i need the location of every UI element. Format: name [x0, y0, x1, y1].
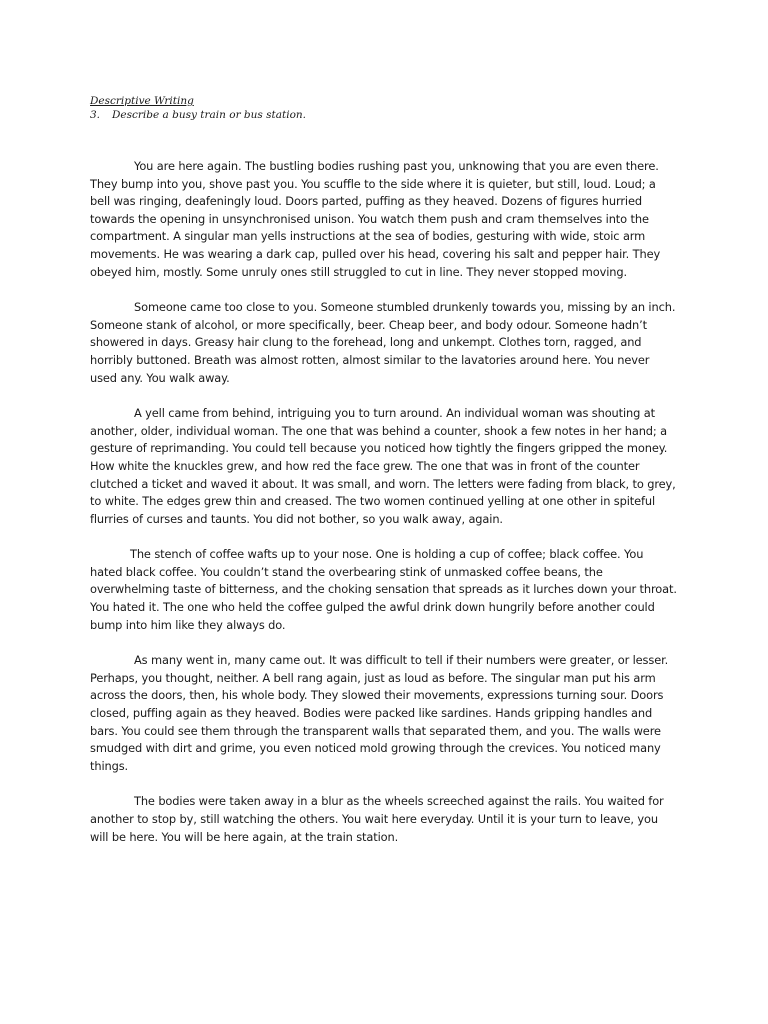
paragraph-3: A yell came from behind, intriguing you to turn around. An individual woman was shouting at another, older, individual woman. The one that was behind a counter, shook a few notes in her hand; a gesture of reprimanding. You could tell because you noticed how tightly the fingers gripped the money. How white the knuckles grew, and how red the face grew. The one that was in front of the counter clutched a ticket and waved it about. It was small, and worn. The letters were fading from black, to grey, to white. The edges grew thin and creased. The two women continued yelling at one other in spiteful flurries of curses and taunts. You did not bother, so you walk away, again. — [90, 406, 676, 526]
paragraph-6: The bodies were taken away in a blur as the wheels screeched against the rails. You waited for another to stop by, still watching the others. You wait here everyday. Until it is your turn to leave, you will be here. You will be here again, at the train station. — [90, 794, 664, 844]
writing-prompt — [90, 108, 678, 122]
prompt-text: Describe a busy train or bus station. — [112, 109, 307, 121]
paragraph-2: Someone came too close to you. Someone stumbled drunkenly towards you, missing by an inch. Someone stank of alcohol, or more specifically, beer. Cheap beer, and body odour. Someone hadn’t showered in days. Greasy hair clung to the forehead, long and unkempt. Clothes torn, ragged, and horribly buttoned. Breath was almost rotten, almost similar to the lavatories around here. You never used any. You walk away. — [90, 300, 676, 385]
document-page — [90, 94, 678, 864]
essay-body — [90, 158, 678, 846]
paragraph-5: As many went in, many came out. It was difficult to tell if their numbers were greater, or lesser. Perhaps, you thought, neither. A bell rang again, just as loud as before. The singular man put his arm across the doors, then, his whole body. They slowed their movements, expressions turning sour. Doors closed, puffing again as they heaved. Bodies were packed like sardines. Hands gripping handles and bars. You could see them through the transparent walls that separated them, and you. The walls were smudged with dirt and grime, you even noticed mold growing through the crevices. You noticed many things. — [90, 653, 669, 773]
prompt-number: 3. — [90, 109, 101, 121]
paragraph-4: The stench of coffee wafts up to your nose. One is holding a cup of coffee; black coffee. You hated black coffee. You couldn’t stand the overbearing stink of unmasked coffee beans, the overwhelming taste of bitterness, and the choking sensation that spreads as it lurches down your throat. You hated it. The one who held the coffee gulped the awful drink down hungrily before another could bump into him like they always do. — [90, 547, 677, 632]
paragraph-1: You are here again. The bustling bodies rushing past you, unknowing that you are even there. They bump into you, shove past you. You scuffle to the side where it is quieter, but still, loud. Loud; a bell was ringing, deafeningly loud. Doors parted, puffing as they heaved. Dozens of figures hurried towards the opening in unsynchronised unison. You watch them push and cram themselves into the compartment. A singular man yells instructions at the sea of bodies, gesturing with wide, stoic arm movements. He was wearing a dark cap, pulled over his head, covering his salt and pepper hair. They obeyed him, mostly. Some unruly ones still struggled to cut in line. They never stopped moving. — [90, 159, 661, 279]
document-heading: Descriptive Writing — [90, 95, 194, 107]
